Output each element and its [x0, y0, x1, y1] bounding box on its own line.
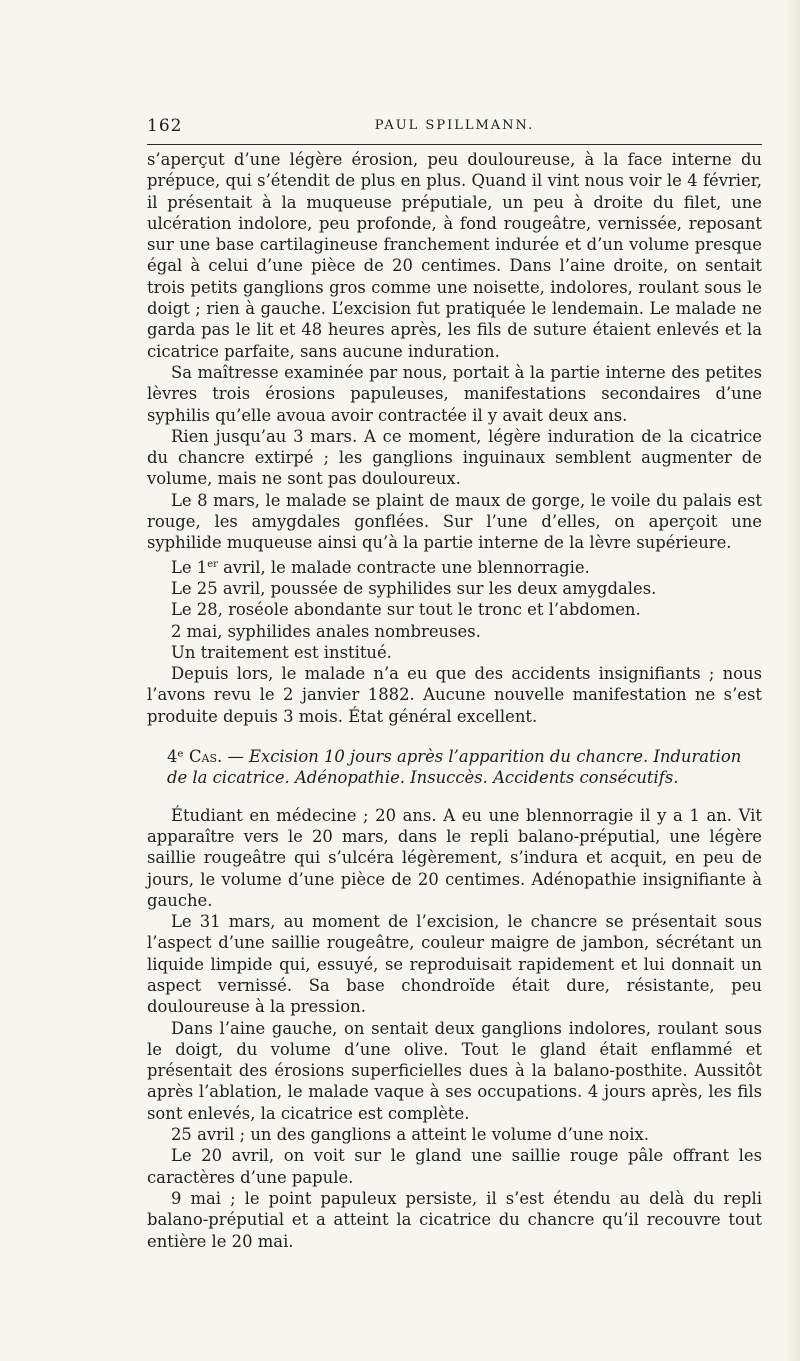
header-rule — [147, 144, 762, 145]
superscript: er — [207, 558, 218, 570]
paragraph: 9 mai ; le point papuleux persiste, il s’est étendu au delà du repli balano-préputial et a atteint la cicatrice du chancre qu’il recouvre tout entière le 20 mai. — [147, 1188, 762, 1251]
paragraph-text: Le 1 — [171, 557, 208, 577]
page-number: 162 — [147, 116, 183, 136]
paragraph — [147, 554, 762, 578]
paragraph: Sa maîtresse examinée par nous, portait à la partie interne des petites lèvres trois érosions papuleuses, manifestations secondaires d’une syphilis qu’elle avoua avoir contractée il y avait deux ans. — [147, 362, 762, 425]
paragraph: Le 20 avril, on voit sur le gland une saillie rouge pâle offrant les caractères d’une papule. — [147, 1146, 762, 1187]
case-title: Excision 10 jours après l’apparition du chancre. Induration de la cicatrice. Adénopathie. Insuccès. Accidents consécutifs. — [167, 747, 742, 788]
paragraph: Dans l’aine gauche, on sentait deux ganglions indolores, roulant sous le doigt, du volume d’une olive. Tout le gland était enflammé et présentait des érosions superficielles dues à la balano-posthite. Aussitôt après l’ablation, le malade vaque à ses occupations. 4 jours après, les fils sont enlevés, la cicatrice est complète. — [147, 1018, 762, 1123]
case-number: 4ᵉ — [167, 747, 184, 767]
case-label: Cas. — [189, 747, 223, 767]
paragraph: Le 8 mars, le malade se plaint de maux de gorge, le voile du palais est rouge, les amygdales gonflées. Sur l’une d’elles, on aperçoit une syphilide muqueuse ainsi qu’à la partie interne de la lèvre supérieure. — [147, 490, 762, 553]
paragraph: Le 31 mars, au moment de l’excision, le chancre se présentait sous l’aspect d’une saillie rougeâtre, couleur maigre de jambon, sécrétant un liquide limpide qui, essuyé, se reproduisait rapidement et lui donnait un aspect vernissé. Sa base chondroïde était dure, résistante, peu douloureuse à la pression. — [147, 912, 762, 1017]
paragraph: Depuis lors, le malade n’a eu que des accidents insignifiants ; nous l’avons revu le 2 janvier 1882. Aucune nouvelle manifestation ne s’est produite depuis 3 mois. État général excellent. — [147, 664, 762, 726]
running-title: PAUL SPILLMANN. — [374, 118, 535, 133]
paragraph: Le 28, roséole abondante sur tout le tronc et l’abdomen. — [171, 600, 641, 620]
paragraph-text: avril, le malade contracte une blennorragie. — [217, 557, 590, 577]
page-header — [147, 116, 762, 140]
paragraph: Le 25 avril, poussée de syphilides sur les deux amygdales. — [171, 578, 657, 598]
case-dash: — — [222, 747, 250, 767]
body-text — [147, 149, 762, 1252]
paragraph: 25 avril ; un des ganglions a atteint le volume d’une noix. — [171, 1125, 649, 1145]
paragraph: Rien jusqu’au 3 mars. A ce moment, légère induration de la cicatrice du chancre extirpé ; les ganglions inguinaux semblent augmenter de volume, mais ne sont pas douloureux. — [147, 426, 762, 489]
paragraph: Étudiant en médecine ; 20 ans. A eu une blennorragie il y a 1 an. Vit apparaître vers le 20 mars, dans le repli balano-préputial, une légère saillie rougeâtre qui s’ulcéra légèrement, s’indura et acquit, en peu de jours, le volume d’une pièce de 20 centimes. Adénopathie insignifiante à gauche. — [147, 805, 762, 910]
paragraph: Un traitement est institué. — [171, 642, 392, 662]
paragraph: s’aperçut d’une légère érosion, peu douloureuse, à la face interne du prépuce, qui s’étendit de plus en plus. Quand il vint nous voir le 4 février, il présentait à la muqueuse préputiale, un peu à droite du filet, une ulcération indolore, peu profonde, à fond rougeâtre, vernissée, reposant sur une base cartilagineuse franchement indurée et d’un volume presque égal à celui d’une pièce de 20 centimes. Dans l’aine droite, on sentait trois petits ganglions gros comme une noisette, indolores, roulant sous le doigt ; rien à gauche. L’excision fut pratiquée le lendemain. Le malade ne garda pas le lit et 48 heures après, les fils de suture étaient enlevés et la cicatrice parfaite, sans aucune induration. — [147, 150, 762, 361]
case-heading — [147, 746, 762, 789]
page-edge-shadow — [786, 0, 800, 1361]
paragraph: 2 mai, syphilides anales nombreuses. — [171, 621, 481, 641]
